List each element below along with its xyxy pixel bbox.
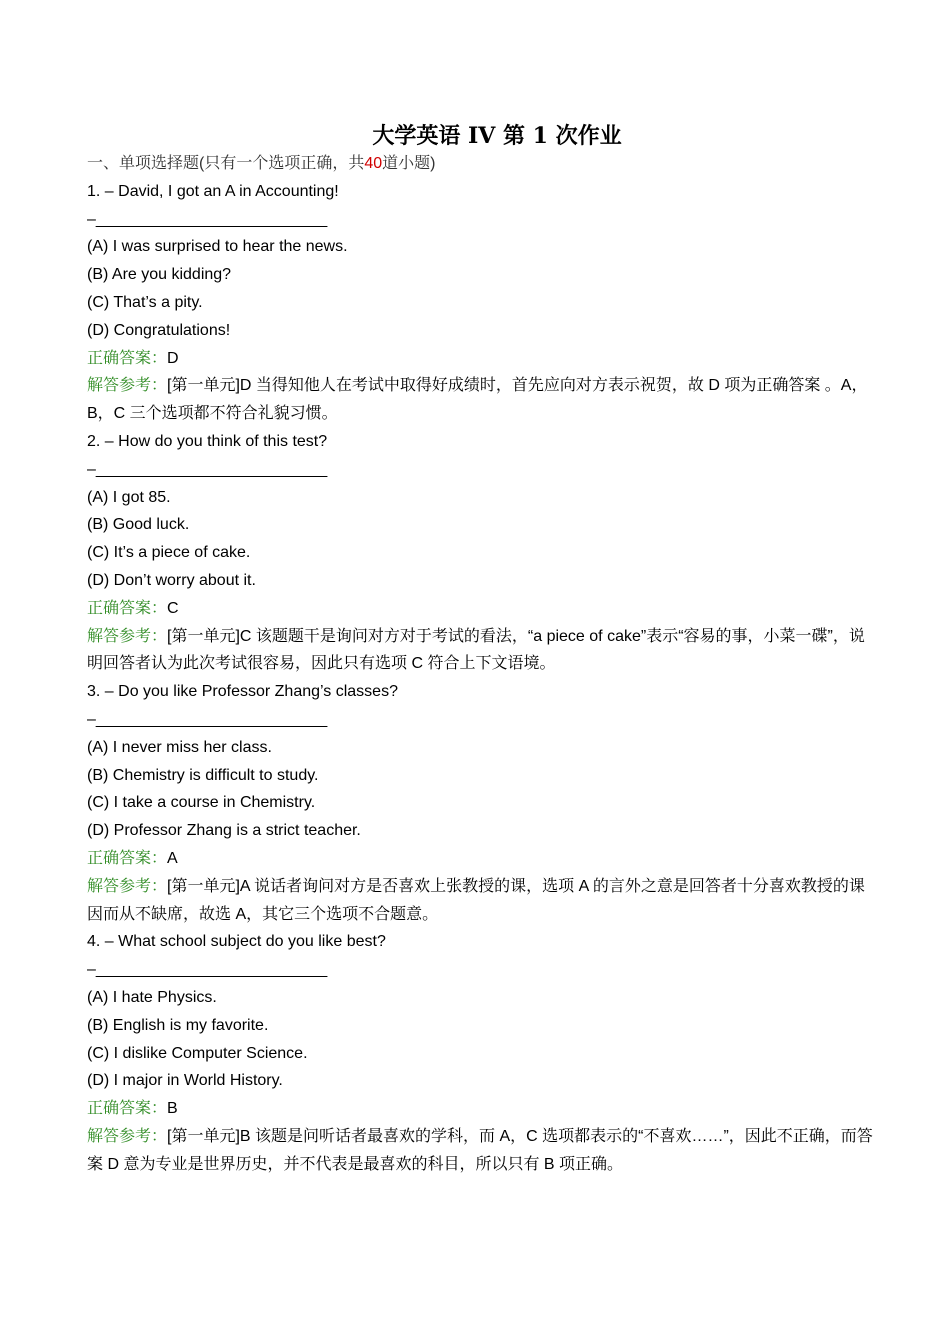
answer-label: 正确答案： bbox=[87, 599, 168, 617]
option-b: (B) Are you kidding? bbox=[87, 266, 232, 284]
answer-value: B bbox=[167, 1100, 178, 1118]
question-stem: 3. – Do you like Professor Zhang’s classes? bbox=[87, 683, 398, 701]
explanation bbox=[87, 873, 877, 929]
option-a: (A) I hate Physics. bbox=[87, 988, 217, 1006]
explanation bbox=[87, 1123, 877, 1179]
correct-answer bbox=[87, 845, 887, 873]
answer-label: 正确答案： bbox=[87, 349, 168, 367]
option-d: (D) Don’t worry about it. bbox=[87, 571, 256, 589]
answer-label: 正确答案： bbox=[87, 849, 168, 867]
explanation-text: [第一单元]C 该题题干是询问对方对于考试的看法，“a piece of cake”表示“容易的事，小菜一碟”，说明回答者认为此次考试很容易，因此只有选项 C 符合上下文语境。 bbox=[87, 627, 865, 673]
correct-answer bbox=[87, 1095, 887, 1123]
question-count: 40 bbox=[364, 155, 383, 172]
option-a: (A) I was surprised to hear the news. bbox=[87, 238, 348, 256]
option-d: (D) Professor Zhang is a strict teacher. bbox=[87, 822, 361, 840]
question-block bbox=[87, 928, 887, 1178]
document-page bbox=[87, 118, 887, 1178]
option-c: (C) It’s a piece of cake. bbox=[87, 544, 251, 562]
question-stem: 1. – David, I got an A in Accounting! bbox=[87, 182, 339, 200]
explanation bbox=[87, 623, 877, 679]
option-b: (B) Good luck. bbox=[87, 516, 190, 534]
explanation-label: 解答参考： bbox=[87, 377, 168, 395]
explanation-text: [第一单元]D 当得知他人在考试中取得好成绩时，首先应向对方表示祝贺，故 D 项为正确答案 。A，B，C 三个选项都不符合礼貌习惯。 bbox=[87, 377, 868, 423]
question-block bbox=[87, 178, 887, 428]
correct-answer bbox=[87, 345, 887, 373]
option-a: (A) I never miss her class. bbox=[87, 738, 272, 756]
question-block bbox=[87, 428, 887, 678]
explanation-label: 解答参考： bbox=[87, 1127, 168, 1145]
question-stem: 2. – How do you think of this test? bbox=[87, 432, 328, 450]
option-d: (D) I major in World History. bbox=[87, 1072, 283, 1090]
explanation-text: [第一单元]A 说话者询问对方是否喜欢上张教授的课，选项 A 的言外之意是回答者十分喜欢教授的课因而从不缺席，故选 A，其它三个选项不合题意。 bbox=[87, 877, 865, 923]
option-c: (C) I take a course in Chemistry. bbox=[87, 794, 316, 812]
question-block bbox=[87, 678, 887, 928]
answer-label: 正确答案： bbox=[87, 1100, 168, 1118]
option-c: (C) I dislike Computer Science. bbox=[87, 1044, 308, 1062]
explanation bbox=[87, 372, 877, 428]
answer-value: A bbox=[167, 849, 178, 867]
option-b: (B) Chemistry is difficult to study. bbox=[87, 766, 319, 784]
option-c: (C) That’s a pity. bbox=[87, 293, 203, 311]
option-b: (B) English is my favorite. bbox=[87, 1016, 269, 1034]
explanation-text: [第一单元]B 该题是问听话者最喜欢的学科，而 A，C 选项都表示的“不喜欢……”，因此不正确，而答案 D 意为专业是世界历史，并不代表是最喜欢的科目，所以只有 B 项正确。 bbox=[87, 1127, 873, 1173]
answer-blank: –__________________________ bbox=[87, 961, 328, 979]
answer-blank: –__________________________ bbox=[87, 460, 328, 478]
question-stem: 4. – What school subject do you like best? bbox=[87, 933, 386, 951]
answer-blank: –__________________________ bbox=[87, 210, 328, 228]
correct-answer bbox=[87, 595, 887, 623]
option-a: (A) I got 85. bbox=[87, 488, 171, 506]
explanation-label: 解答参考： bbox=[87, 877, 168, 895]
page-title: 大学英语 IV 第 1 次作业 bbox=[372, 123, 622, 149]
answer-value: C bbox=[167, 599, 179, 617]
section-heading bbox=[87, 150, 887, 178]
answer-value: D bbox=[167, 349, 179, 367]
explanation-label: 解答参考： bbox=[87, 627, 168, 645]
option-d: (D) Congratulations! bbox=[87, 321, 231, 339]
section-prefix: 一、单项选择题(只有一个选项正确，共 bbox=[87, 155, 365, 172]
section-suffix: 道小题) bbox=[382, 155, 436, 172]
answer-blank: –__________________________ bbox=[87, 710, 328, 728]
